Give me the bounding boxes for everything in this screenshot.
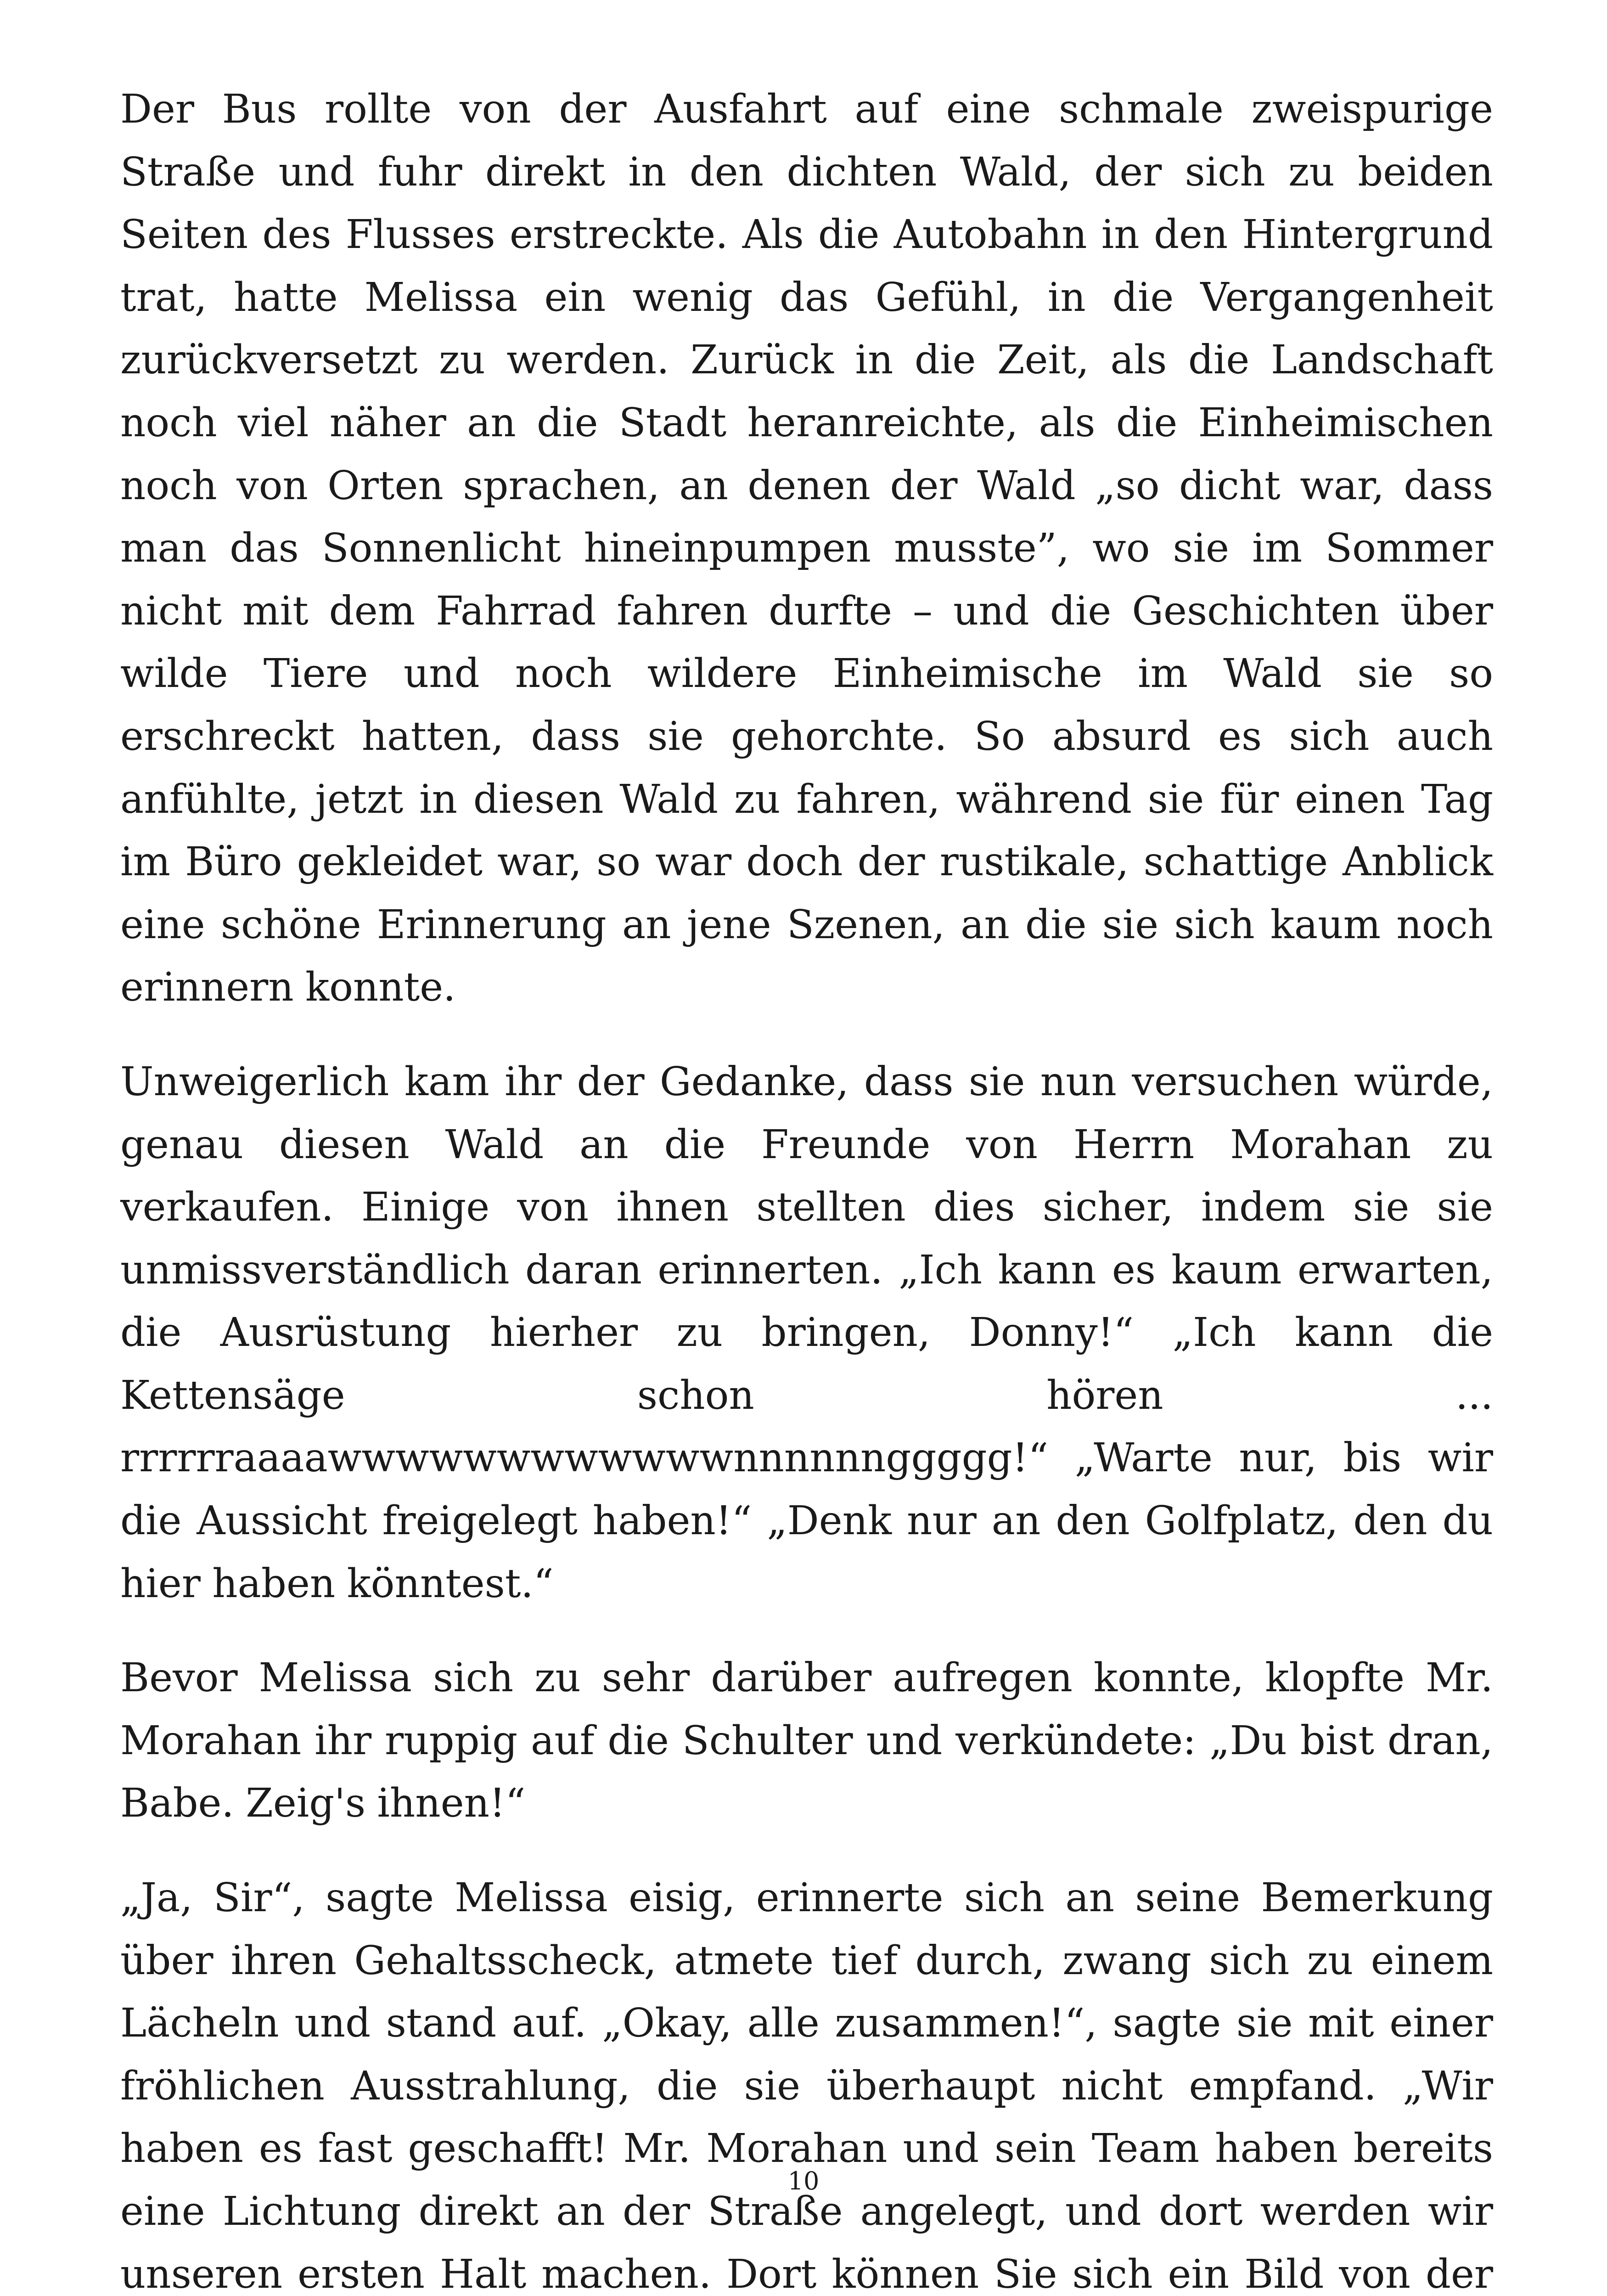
- page-number: 10: [787, 2167, 820, 2195]
- paragraph-continued: „Ja, Sir“, sagte Melissa eisig, erinnerte sich an seine Bemerkung über ihren Gehaltsscheck, atmete tief durch, zwang sich zu einem Lächeln und stand auf. „Okay, alle zusammen!“, sagte sie mit einer fröhlichen Ausstrahlung, die sie überhaupt nicht empfand. „Wir haben es fast geschafft! Mr. Morahan und sein Team haben bereits eine Lichtung direkt an der Straße angelegt, und dort werden wir unseren ersten Halt machen. Dort können Sie sich ein Bild von der: [120, 1875, 1493, 2296]
- paragraph: Der Bus rollte von der Ausfahrt auf eine schmale zweispurige Straße und fuhr direkt in den dichten Wald, der sich zu beiden Seiten des Flusses erstreckte. Als die Autobahn in den Hintergrund trat, hatte Melissa ein wenig das Gefühl, in die Vergangenheit zurückversetzt zu werden. Zurück in die Zeit, als die Landschaft noch viel näher an die Stadt heranreichte, als die Einheimischen noch von Orten sprachen, an denen der Wald „so dicht war, dass man das Sonnenlicht hineinpumpen musste”, wo sie im Sommer nicht mit dem Fahrrad fahren durfte – und die Geschichten über wilde Tiere und noch wildere Einheimische im Wald sie so erschreckt hatten, dass sie gehorchte. So absurd es sich auch anfühlte, jetzt in diesen Wald zu fahren, während sie für einen Tag im Büro gekleidet war, so war doch der rustikale, schattige Anblick eine schöne Erinnerung an jene Szenen, an die sie sich kaum noch erinnern konnte.: [120, 86, 1493, 1011]
- paragraph: Bevor Melissa sich zu sehr darüber aufregen konnte, klopfte Mr. Morahan ihr ruppig auf die Schulter und verkündete: „Du bist dran, Babe. Zeig's ihnen!“: [120, 1655, 1493, 1827]
- page-body: [120, 78, 1493, 2296]
- paragraph: Unweigerlich kam ihr der Gedanke, dass sie nun versuchen würde, genau diesen Wald an die Freunde von Herrn Morahan zu verkaufen. Einige von ihnen stellten dies sicher, indem sie sie unmissverständlich daran erinnerten. „Ich kann es kaum erwarten, die Ausrüstung hierher zu bringen, Donny!“ „Ich kann die Kettensäge schon hören ... rrrrrraaaawwwwwwwwwwwwnnnnnnggggg!“ „Warte nur, bis wir die Aussicht freigelegt haben!“ „Denk nur an den Golfplatz, den du hier haben könntest.“: [120, 1058, 1493, 1607]
